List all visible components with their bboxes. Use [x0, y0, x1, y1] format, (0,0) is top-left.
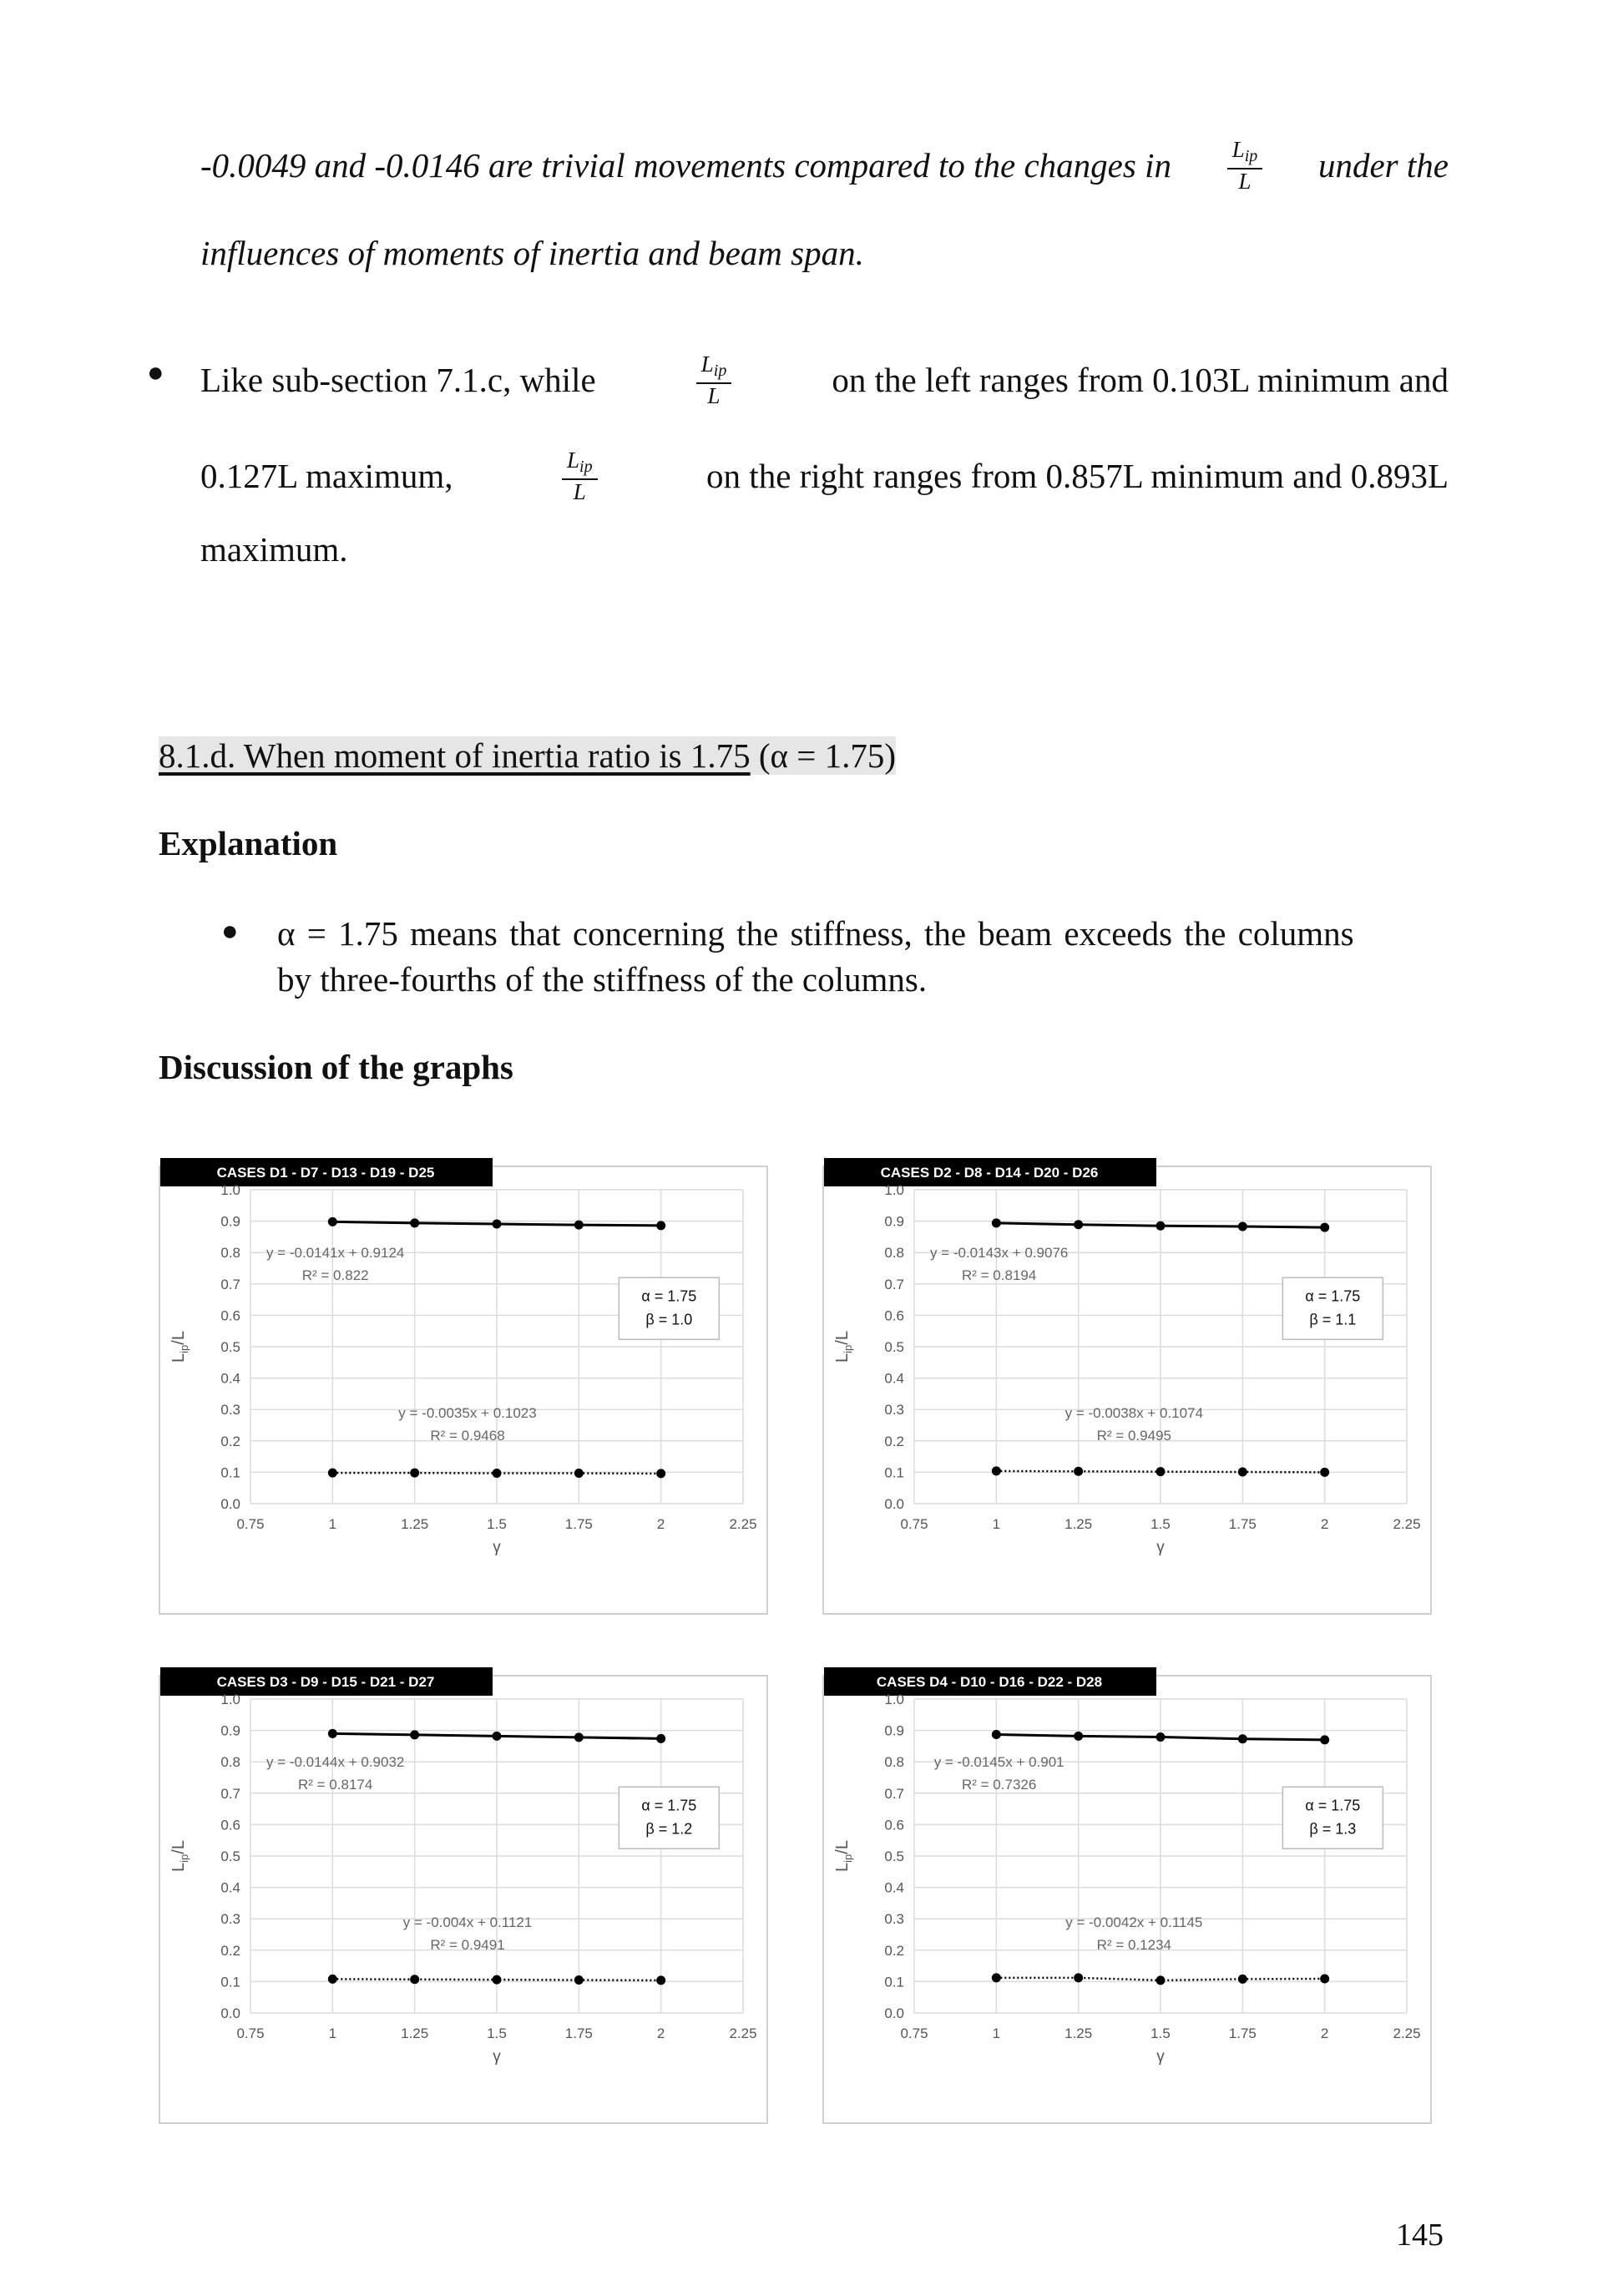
chart-2	[822, 1156, 1432, 1616]
chart-svg	[159, 1666, 768, 2125]
data-point-right	[328, 1217, 337, 1226]
data-point-right	[1320, 1735, 1329, 1744]
x-tick-label: 1.5	[1150, 1516, 1171, 1532]
x-tick-label: 1.5	[1150, 2025, 1171, 2041]
y-tick-label: 0.2	[220, 1942, 240, 1959]
y-tick-label: 0.5	[220, 1339, 240, 1355]
page-number: 145	[1396, 2218, 1444, 2253]
data-point-left	[1074, 1467, 1083, 1476]
trendline-equation: y = -0.0042x + 0.1145	[1065, 1914, 1203, 1931]
legend-entry: α = 1.75	[641, 1287, 697, 1305]
data-point-right	[493, 1732, 502, 1741]
data-point-left	[1074, 1973, 1083, 1982]
data-point-left	[493, 1469, 502, 1478]
chart-title: CASES D1 - D7 - D13 - D19 - D25	[216, 1165, 435, 1181]
chart-1	[159, 1156, 768, 1616]
bullet-text: 0.127L maximum,	[200, 457, 453, 495]
y-tick-label: 0.4	[220, 1879, 240, 1896]
explanation-text: α = 1.75 means that concerning the stiffness, the beam exceeds the columns	[277, 914, 1354, 953]
x-axis-label: γ	[1156, 2048, 1165, 2066]
trendline-equation: y = -0.0038x + 0.1074	[1064, 1405, 1204, 1422]
data-point-right	[328, 1729, 337, 1738]
y-axis-label-main: L	[169, 1353, 188, 1363]
x-tick-label: 1.75	[564, 2025, 593, 2041]
trendline-equation: y = -0.0144x + 0.9032	[265, 1754, 405, 1771]
data-point-right	[1156, 1221, 1166, 1231]
x-tick-label: 2.25	[1393, 2025, 1421, 2041]
y-tick-label: 0.6	[884, 1817, 904, 1833]
y-tick-label: 0.5	[884, 1339, 904, 1355]
x-tick-label: 2	[656, 1516, 665, 1532]
explanation-bullet-marker: ●	[221, 916, 239, 947]
trendline-r-squared: R² = 0.8174	[298, 1777, 373, 1793]
y-axis-label-tail: /L	[169, 1840, 188, 1854]
y-tick-label: 0.3	[884, 1402, 904, 1419]
bullet-line-1	[200, 352, 1449, 407]
trendline-equation: y = -0.0145x + 0.901	[933, 1754, 1064, 1771]
data-point-left	[1320, 1975, 1329, 1984]
y-tick-label: 0.1	[220, 1464, 240, 1481]
y-axis-label-sub: ip	[178, 1344, 190, 1353]
x-tick-label: 1.5	[487, 1516, 507, 1532]
trendline-r-squared: R² = 0.8194	[962, 1267, 1037, 1284]
chart-3	[159, 1666, 768, 2125]
y-tick-label: 0.8	[884, 1245, 904, 1262]
paragraph-line-2: influences of moments of inertia and beam span.	[200, 234, 864, 272]
data-point-right	[1320, 1223, 1329, 1232]
y-tick-label: 0.5	[220, 1848, 240, 1864]
y-tick-label: 0.2	[884, 1433, 904, 1449]
legend-entry: β = 1.1	[1309, 1311, 1357, 1328]
data-point-left	[1320, 1468, 1329, 1477]
data-point-left	[574, 1975, 584, 1985]
x-tick-label: 2	[656, 2025, 665, 2041]
y-axis-label-main: L	[833, 1353, 852, 1363]
y-tick-label: 0.0	[220, 1496, 240, 1512]
y-tick-label: 0.9	[884, 1722, 904, 1739]
chart-title: CASES D2 - D8 - D14 - D20 - D26	[880, 1165, 1099, 1181]
explanation-line-1	[277, 913, 1449, 954]
data-point-left	[328, 1469, 337, 1478]
bullet-line-3: maximum.	[200, 530, 348, 569]
y-tick-label: 1.0	[884, 1182, 904, 1198]
x-tick-label: 2.25	[729, 1516, 757, 1532]
trendline-r-squared: R² = 0.9468	[430, 1428, 505, 1444]
chart-svg	[822, 1666, 1432, 2125]
data-point-right	[656, 1734, 665, 1743]
trendline-r-squared: R² = 0.9491	[430, 1937, 505, 1954]
y-tick-label: 0.2	[884, 1942, 904, 1959]
data-point-right	[574, 1221, 584, 1230]
x-tick-label: 1.25	[1064, 1516, 1093, 1532]
y-tick-label: 0.0	[884, 1496, 904, 1512]
x-tick-label: 1	[992, 1516, 1001, 1532]
paragraph-text-tail: under the	[1317, 146, 1449, 185]
x-tick-label: 2	[1320, 2025, 1329, 2041]
x-tick-label: 1.75	[1228, 2025, 1257, 2041]
data-point-left	[410, 1469, 419, 1478]
data-point-left	[656, 1975, 665, 1985]
trendline-equation: y = -0.0141x + 0.9124	[265, 1245, 405, 1262]
trendline-r-squared: R² = 0.1234	[1096, 1937, 1171, 1954]
y-tick-label: 0.1	[220, 1974, 240, 1990]
data-point-left	[1238, 1468, 1247, 1477]
legend-entry: β = 1.0	[645, 1311, 693, 1328]
bullet-marker: ●	[147, 357, 164, 388]
y-axis-label-sub: ip	[842, 1853, 854, 1863]
legend-entry: α = 1.75	[1305, 1287, 1361, 1305]
y-tick-label: 0.7	[220, 1785, 240, 1802]
bullet-line-2	[200, 448, 1449, 503]
paragraph-text: -0.0049 and -0.0146 are trivial movements compared to the changes in	[200, 146, 1171, 185]
x-tick-label: 1.75	[564, 1516, 593, 1532]
lip-over-l-fraction: $\frac{L_{ip}}{L}$	[1227, 138, 1263, 193]
bullet-text: on the right ranges from 0.857L minimum and 0.893L	[706, 457, 1449, 495]
y-axis-label-tail: /L	[169, 1331, 188, 1345]
data-point-right	[574, 1732, 584, 1742]
bullet-text: on the left ranges from 0.103L minimum and	[832, 361, 1449, 399]
y-tick-label: 0.2	[220, 1433, 240, 1449]
chart-title: CASES D4 - D10 - D16 - D22 - D28	[876, 1674, 1103, 1690]
data-point-right	[656, 1221, 665, 1230]
legend-entry: β = 1.2	[645, 1820, 693, 1838]
trendline-r-squared: R² = 0.7326	[962, 1777, 1037, 1793]
legend-entry: α = 1.75	[1305, 1797, 1361, 1814]
y-tick-label: 1.0	[220, 1692, 240, 1707]
x-tick-label: 0.75	[236, 2025, 265, 2041]
y-tick-label: 1.0	[220, 1182, 240, 1198]
paragraph-line-1	[200, 138, 1449, 193]
chart-title: CASES D3 - D9 - D15 - D21 - D27	[216, 1674, 435, 1690]
discussion-title: Discussion of the graphs	[159, 1048, 513, 1086]
x-tick-label: 0.75	[900, 2025, 928, 2041]
y-axis-label-tail: /L	[833, 1840, 852, 1854]
y-tick-label: 0.7	[220, 1276, 240, 1292]
chart-svg	[159, 1156, 768, 1616]
x-axis-label: γ	[493, 2048, 501, 2066]
y-tick-label: 0.7	[884, 1785, 904, 1802]
y-tick-label: 0.6	[220, 1307, 240, 1324]
x-axis-label: γ	[1156, 1539, 1165, 1556]
trendline-r-squared: R² = 0.822	[301, 1267, 369, 1284]
data-point-right	[992, 1730, 1001, 1739]
explanation-line-2: by three-fourths of the stiffness of the columns.	[277, 960, 928, 999]
x-tick-label: 2.25	[1393, 1516, 1421, 1532]
y-tick-label: 0.4	[884, 1370, 904, 1387]
x-tick-label: 1.25	[401, 1516, 429, 1532]
data-point-right	[992, 1218, 1001, 1227]
x-tick-label: 0.75	[900, 1516, 928, 1532]
data-point-left	[328, 1975, 337, 1984]
y-axis-label-main: L	[833, 1862, 852, 1872]
y-tick-label: 0.3	[220, 1911, 240, 1928]
data-point-left	[1238, 1975, 1247, 1984]
y-tick-label: 0.4	[884, 1879, 904, 1896]
y-tick-label: 0.3	[884, 1911, 904, 1928]
chart-4	[822, 1666, 1432, 2125]
y-tick-label: 0.1	[884, 1974, 904, 1990]
data-point-left	[410, 1975, 419, 1984]
data-point-left	[574, 1469, 584, 1478]
x-tick-label: 1	[328, 1516, 337, 1532]
x-tick-label: 1	[992, 2025, 1001, 2041]
y-axis-label-tail: /L	[833, 1331, 852, 1345]
data-point-left	[992, 1466, 1001, 1475]
x-tick-label: 1.75	[1228, 1516, 1257, 1532]
lip-over-l-fraction: $\frac{L_{ip}}{L}$	[562, 448, 598, 503]
y-tick-label: 0.6	[884, 1307, 904, 1324]
chart-svg	[822, 1156, 1432, 1616]
x-tick-label: 1	[328, 2025, 337, 2041]
x-tick-label: 1.5	[487, 2025, 507, 2041]
y-tick-label: 0.5	[884, 1848, 904, 1864]
y-tick-label: 0.4	[220, 1370, 240, 1387]
x-tick-label: 0.75	[236, 1516, 265, 1532]
y-tick-label: 0.8	[884, 1754, 904, 1771]
data-point-right	[410, 1218, 419, 1227]
y-tick-label: 0.7	[884, 1276, 904, 1292]
y-tick-label: 0.9	[220, 1722, 240, 1739]
y-tick-label: 0.9	[884, 1213, 904, 1230]
data-point-right	[1074, 1220, 1083, 1229]
lip-over-l-fraction: $\frac{L_{ip}}{L}$	[696, 352, 732, 407]
trendline-equation: y = -0.004x + 0.1121	[402, 1914, 533, 1931]
data-point-right	[493, 1219, 502, 1228]
legend-entry: α = 1.75	[641, 1797, 697, 1814]
trendline-equation: y = -0.0143x + 0.9076	[929, 1245, 1069, 1262]
legend-entry: β = 1.3	[1309, 1820, 1357, 1838]
data-point-left	[1156, 1975, 1166, 1985]
y-tick-label: 0.3	[220, 1402, 240, 1419]
data-point-left	[992, 1973, 1001, 1982]
data-point-left	[656, 1469, 665, 1478]
section-heading-math: (α = 1.75)	[751, 736, 896, 775]
y-tick-label: 0.1	[884, 1464, 904, 1481]
data-point-right	[1156, 1732, 1166, 1742]
data-point-left	[1156, 1467, 1166, 1476]
explanation-title: Explanation	[159, 824, 338, 862]
x-tick-label: 1.25	[401, 2025, 429, 2041]
x-tick-label: 2	[1320, 1516, 1329, 1532]
section-heading	[159, 735, 896, 776]
y-tick-label: 0.0	[884, 2005, 904, 2021]
y-axis-label-sub: ip	[178, 1853, 190, 1863]
y-tick-label: 0.8	[220, 1754, 240, 1771]
trendline-r-squared: R² = 0.9495	[1096, 1428, 1171, 1444]
bullet-text: Like sub-section 7.1.c, while	[200, 361, 596, 399]
data-point-right	[1238, 1221, 1247, 1231]
section-heading-text: 8.1.d. When moment of inertia ratio is 1.75	[159, 736, 751, 775]
x-tick-label: 1.25	[1064, 2025, 1093, 2041]
y-tick-label: 0.8	[220, 1245, 240, 1262]
data-point-right	[1074, 1732, 1083, 1741]
x-axis-label: γ	[493, 1539, 501, 1556]
y-axis-label-sub: ip	[842, 1344, 854, 1353]
data-point-left	[493, 1975, 502, 1985]
trendline-equation: y = -0.0035x + 0.1023	[398, 1405, 537, 1422]
data-point-right	[410, 1730, 419, 1739]
data-point-right	[1238, 1734, 1247, 1743]
y-tick-label: 0.0	[220, 2005, 240, 2021]
y-tick-label: 0.6	[220, 1817, 240, 1833]
y-tick-label: 0.9	[220, 1213, 240, 1230]
x-tick-label: 2.25	[729, 2025, 757, 2041]
y-axis-label-main: L	[169, 1862, 188, 1872]
y-tick-label: 1.0	[884, 1692, 904, 1707]
